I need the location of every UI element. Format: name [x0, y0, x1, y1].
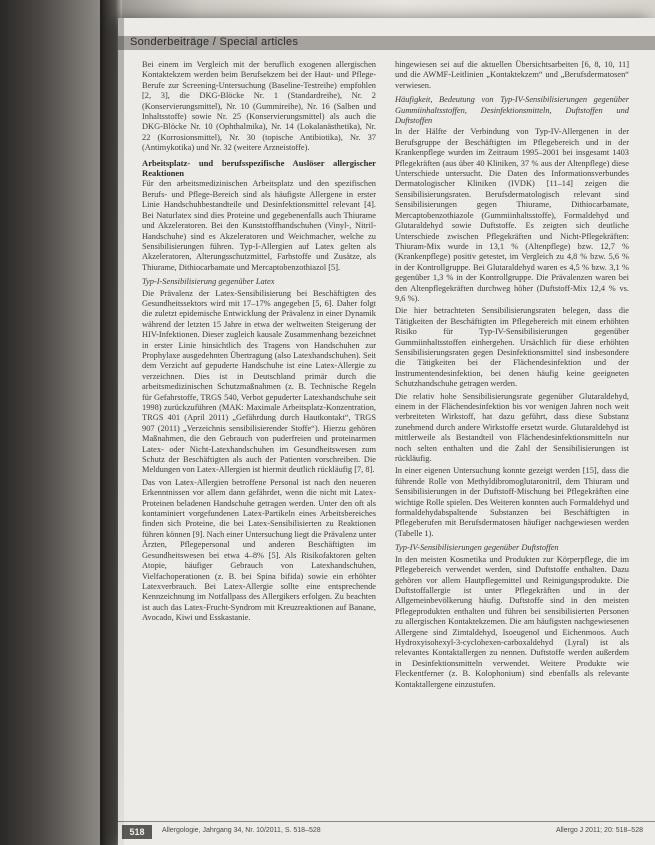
binding-shadow	[118, 18, 124, 845]
paragraph: hingewiesen sei auf die aktuellen Übersichtsarbeiten [6, 8, 10, 11] und die AWMF-Leitlinien „Kontaktekzem“ und „Berufsdermatosen“ verwiesen.	[395, 60, 629, 90]
paragraph: In den meisten Kosmetika und Produkten zur Körperpflege, die im Pflegebereich verwendet werden, sind Duftstoffe enthalten. Dazu gehören vor allem Hautpflegemittel und Reinigungsprodukte. Die Duftstoffallergie ist unter Pflegekräften und in der Allgemeinbevölkerung häufig. Duftstoffe sind in den meisten Pflegeprodukten enthalten und führen bei sensibilisierten Personen zu allergischen Kontaktekzemen. Die am häufigsten nachgewiesenen Allergene sind Zimtaldehyd, Isoeugenol und Eichenmoos. Auch Hydroxyisohexyl-3-cyclohexen-carboxaldehyd (Lyral) ist als relevantes Kontaktallergen zu nennen. Duftstoffe werden außerdem in Desinfektionsmitteln verwendet. Weitere Produkte wie Fleckentferner (z. B. Kolophonium) sind ebenfalls als relevante Kontaktallergene einzustufen.	[395, 554, 629, 689]
header-bar	[118, 36, 655, 50]
right-column	[395, 60, 629, 692]
paragraph: Das von Latex-Allergien betroffene Personal ist nach den neueren Erkenntnissen vor allem dann gefährdet, wenn die nicht mit Latex-Proteinen beladenen Handschuhe getragen werden. Unter den oft als kontaminiert vorgefundenen Latex-Partikeln eines Arbeitsbereiches finden sich Proteine, die bei Latex-Sensibilisierten zu Reaktionen führen können [9]. Nach einer Untersuchung liegt die Prävalenz unter Ärzten, Pflegepersonal und anderen Beschäftigten im Gesundheitswesen bei etwa 4–8% [5]. Als Risikofaktoren gelten Atopie, häufiger Gebrauch von Latexhandschuhen, Vielfachoperationen (z. B. bei Spina bifida) sowie ein erhöhter Latexverbrauch. Bei Latex-Allergie sollte eine entsprechende Kennzeichnung im Notfallpass des Allergikers erfolgen. Zu beachten ist auch das Latex-Frucht-Syndrom mit Kreuzreaktionen auf Banane, Avocado, Kiwi und Esskastanie.	[142, 477, 376, 623]
paragraph: Die relativ hohe Sensibilisierungsrate gegenüber Glutaraldehyd, einem in der Flächendesinfektion bis vor wenigen Jahren noch weit verbreiteten Wirkstoff, hat dazu geführt, dass diese Substanz zunehmend durch andere Wirkstoffe ersetzt wurde. Glutaraldehyd ist mittlerweile als Bestandteil von Flächendesinfektionsmitteln nur noch selten enthalten und die Zahl der Sensibilisierungen ist rückläufig.	[395, 391, 629, 464]
section-title: Sonderbeiträge / Special articles	[130, 36, 299, 48]
page-footer	[118, 821, 655, 840]
subheading: Typ-I-Sensibilisierung gegenüber Latex	[142, 277, 275, 287]
subheading: Arbeitsplatz- und berufsspezifische Auslöser allergischer Reaktionen	[142, 157, 376, 179]
subheading: Typ-IV-Sensibilisierungen gegenüber Duftstoffen	[395, 543, 559, 553]
subheading: Häufigkeit, Bedeutung von Typ-IV-Sensibilisierungen gegenüber Gummiinhaltsstoffen, Desinfektionsmitteln, Duftstoffen und Duftstoffen	[395, 95, 629, 126]
paragraph: Für den arbeitsmedizinischen Arbeitsplatz und den spezifischen Berufs- und Pflege-Bereich sind als häufigste Allergene in erster Linie Handschuhbestandteile und Desinfektionsmittel relevant [4]. Bei Naturlatex sind dies Proteine und gegebenenfalls auch Thiurame und Akzeleratoren. Bei den Kunststoffhandschuhen (Vinyl-, Nitril-Handschuhe) sind es Akzeleratoren und Weichmacher, welche zu Sensibilisierungen führen. Typ-I-Allergien auf Latex gelten als Akzeleratoren, Alterungsschutzmittel, Farbstoffe und Zusätze, als Thiurame, Dithiocarbamate und Mercaptobenzothiazol [5].	[142, 179, 376, 272]
footer-citation: Allergo J 2011; 20: 518–528	[555, 827, 643, 834]
page-number: 518	[122, 825, 152, 839]
paragraph: Bei einem im Vergleich mit der beruflich exogenen allergischen Kontaktekzem werden beim Berufsekzem bei der Haut- und Pflege-Berufe zur Screening-Untersuchung (Baseline-Testreihe) empfohlen [2, 3], die DKG-Blöcke Nr. 1 (Standardreihe), Nr. 2 (Konservierungsmittel), Nr. 10 (Gummireihe), Nr. 16 (Salben und Inhaltsstoffe) sowie Nr. 25 (Konservierungsmittel) als auch die DKG-Blöcke Nr. 10 (Ophthalmika), Nr. 14 (Lokalanästhetika), Nr. 22 (Korrosionsmittel), Nr. 30 (topische Antibiotika), Nr. 37 (Antimykotika) und Nr. 32 (weitere Arzneistoffe).	[142, 60, 376, 153]
paragraph: Die hier betrachteten Sensibilisierungsraten belegen, dass die Tätigkeiten der Beschäftigten im Pflegebereich mit einem erhöhten Risiko für Typ-IV-Sensibilisierungen gegenüber Gummiinhaltsstoffen einhergehen. Ursächlich für diese erhöhten Sensibilisierungsraten gegen Desinfektionsmittel sind insbesondere die Tätigkeiten bei der Flächendesinfektion und der Instrumentendesinfektion, bei denen häufig keine geeigneten Schutzhandschuhe getragen werden.	[395, 306, 629, 389]
left-column	[142, 60, 376, 626]
paragraph: In der Hälfte der Verbindung von Typ-IV-Allergenen in der Berufsgruppe der Beschäftigten im Pflegebereich und in der Krankenpflege wurden im Zeitraum 1995–2001 bei insgesamt 1403 Pflegekräften (aus über 40 Kliniken, 37 % aus der Altenpflege) diese Unterschiede untersucht. Die Daten des Informationsverbundes Dermatologischer Kliniken (IVDK) [11–14] zeigen die Sensibilisierungsraten. Berufsdermatologisch relevant sind Sensibilisierungen gegen Thiurame, Dithiocarbamate, Mercaptobenzothiazole (Gummiinhaltsstoffe), Formaldehyd und Glutaraldehyd sowie Duftstoffe. Es zeigten sich deutliche Unterschiede zwischen Pflegekräften und Nicht-Pflegekräften: Thiuram-Mix wurde in 13,1 % (Altenpflege) bzw. 12,7 % (Krankenpflege) positiv getestet, im Vergleich zu 4,8 % bzw. 5,6 % in der Kontrollgruppe. Bei Glutaraldehyd waren es 4,5 % bzw. 3,1 % gegenüber 1,3 % in der Kontrollgruppe. Die Prävalenzen waren bei den Altenpflegekräften durchweg höher (Duftstoff-Mix 12,4 % vs. 9,6 %).	[395, 127, 629, 303]
document-page	[118, 18, 655, 845]
paragraph: Die Prävalenz der Latex-Sensibilisierung bei Beschäftigten des Gesundheitssektors wird mit 17–17% angegeben [5, 6]. Daher folgt die zuletzt epidemische Entwicklung der Prävalenz in einer Dynamik während der letzten 15 Jahre in etwa der weltweiten Steigerung der HIV-Infektionen. Dieser zugleich kausale Zusammenhang bezeichnet in erster Linie hinsichtlich des Tragens von Handschuhen zur Prophylaxe ausgedehnten Übertragung (also Latexhandschuhen). Seit dem Verzicht auf gepuderte Handschuhe ist eine Latex-Allergie zu verzeichnen. Dies ist in Deutschland primär durch die arbeitsmedizinischen Schutzmaßnahmen (z. B. Technische Regeln für Gefahrstoffe, TRGS 540, Verbot gepuderter Latexhandschuhe seit 1998) zurückzuführen (MAK: Maximale Arbeitsplatz-Konzentration, TRGS 401 (April 2011) „Gefährdung durch Hautkontakt“, TRGS 907 (2011) „Verzeichnis sensibilisierender Stoffe“). Hierzu gehören Maßnahmen, die den Gebrauch von puderfreien und proteinarmen Latex- oder Nicht-Latexhandschuhen im Gesundheitswesen zum Schutz der Beschäftigten als auch der Patienten vorschreiben. Die Meldungen von Latex-Allergien ist hiermit deutlich rückläufig [7, 8].	[142, 288, 376, 475]
paragraph: In einer eigenen Untersuchung konnte gezeigt werden [15], dass die führende Rolle von Methyldibromoglutaronitril, dem Thiuram und Sensibilisierungen in der Duftstoff-Mischung bei Pflegekräften eine wichtige Rolle spielen. Des Weiteren konnten auch Formaldehyd und formaldehydabspaltende Substanzen bei Beschäftigten in Pflegeberufen mit Berufsdermatosen häufiger nachgewiesen werden (Tabelle 1).	[395, 466, 629, 538]
footer-journal: Allergologie, Jahrgang 34, Nr. 10/2011, S. 518–528	[162, 827, 321, 834]
